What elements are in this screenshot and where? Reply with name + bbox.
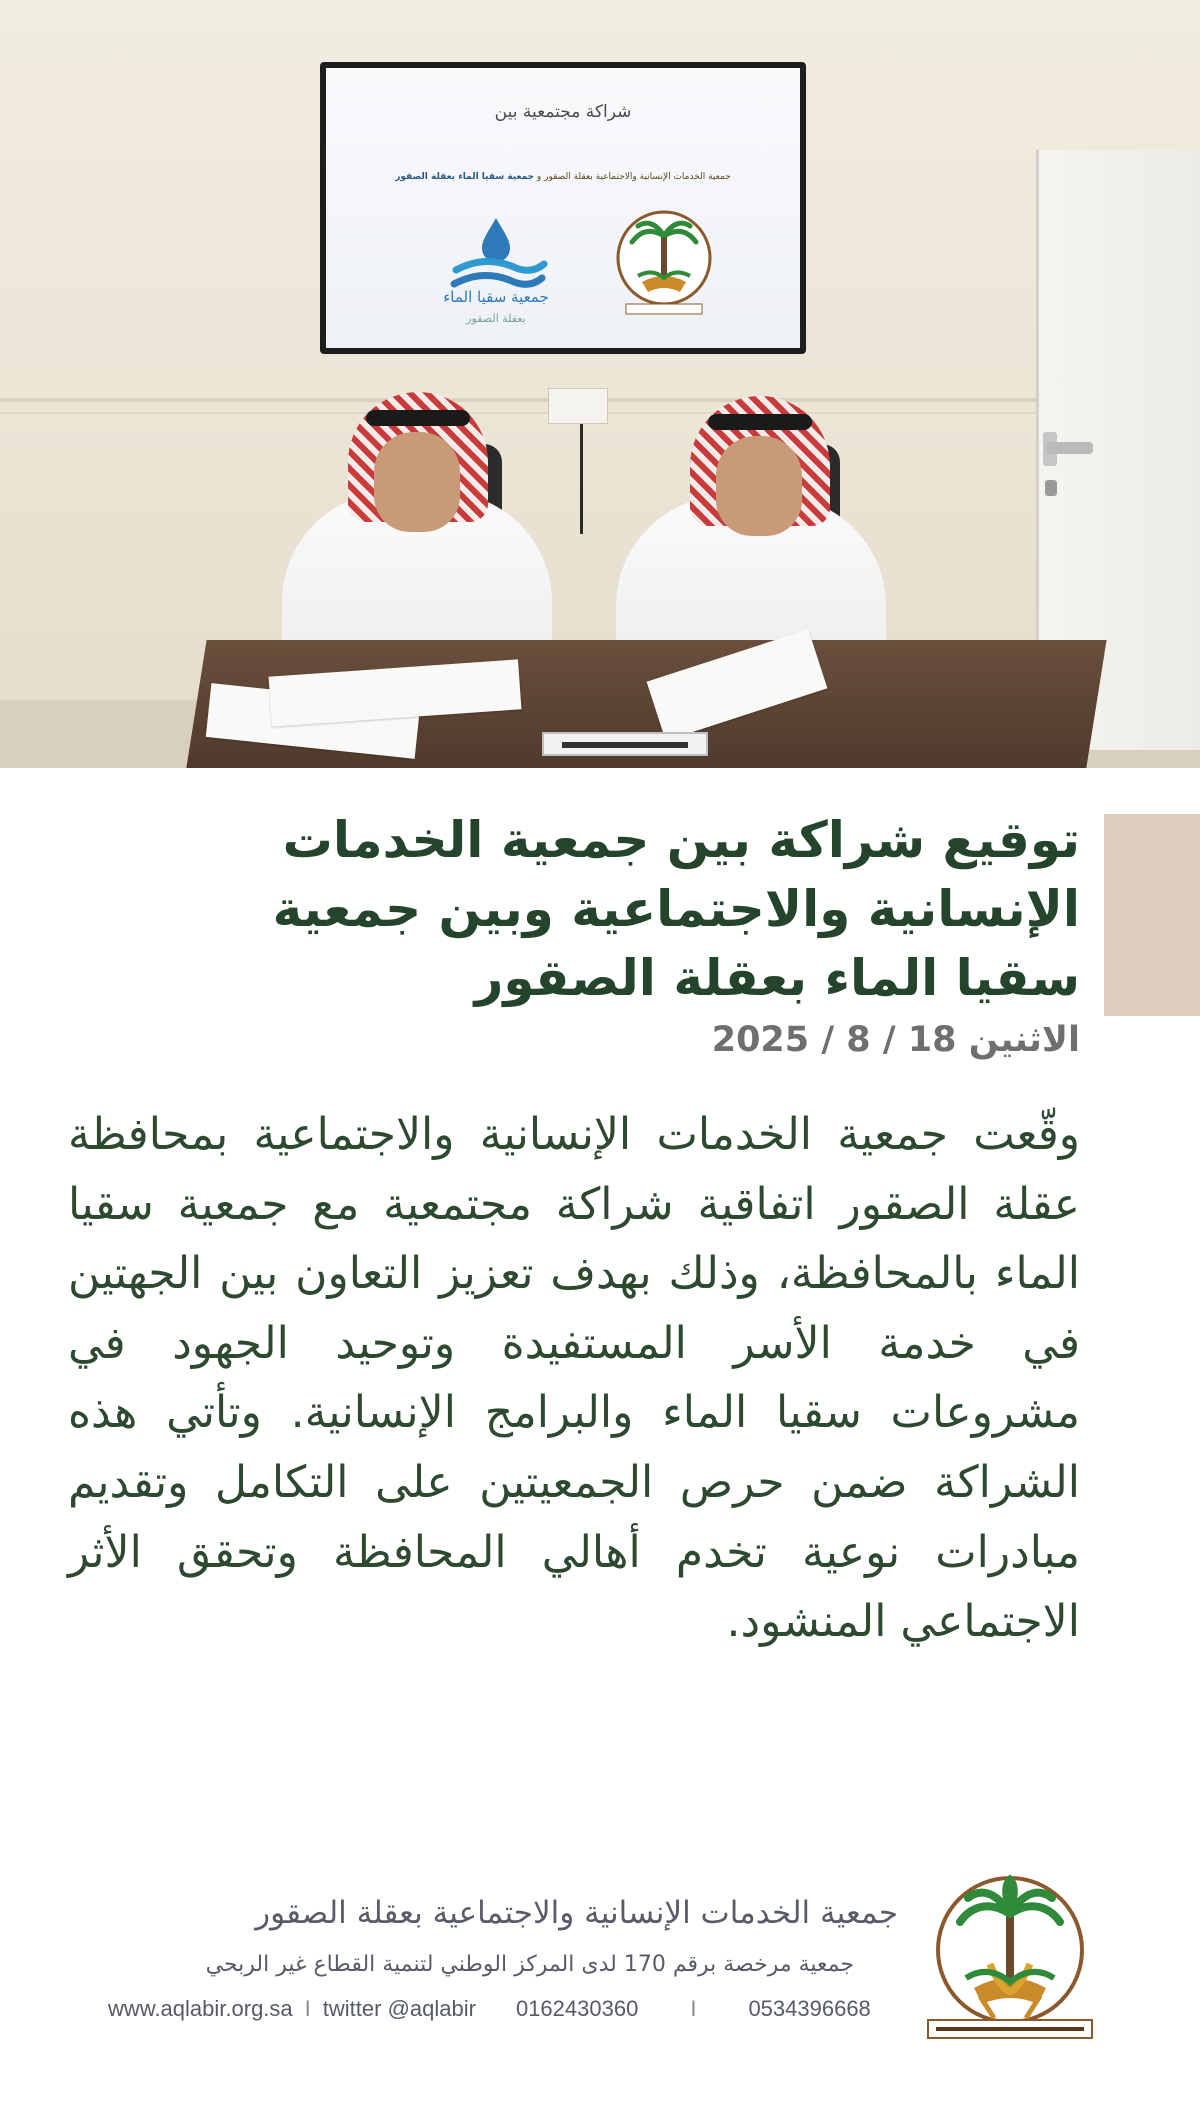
association-logo-icon [920,1868,1100,2042]
title-accent-bar [1104,814,1200,1016]
wall-outlet [548,388,608,424]
footer-license: جمعية مرخصة برقم 170 لدى المركز الوطني لتنمية القطاع غير الربحي [205,1952,854,1977]
article-title: توقيع شراكة بين جمعية الخدمات الإنسانية والاجتماعية وبين جمعية سقيا الماء بعقلة الصقور [272,811,1080,1007]
humanitarian-association-logo-icon [608,206,720,318]
desk-cable-box [542,732,708,756]
water-association-logo-sub: بعقلة الصقور [466,312,526,325]
tv-screen-title: شراكة مجتمعية بين [494,102,632,122]
person-left-face [374,432,460,532]
signing-photo [0,0,1200,768]
tv-cable [580,424,583,534]
tv-screen [326,68,800,348]
footer-website[interactable]: www.aqlabir.org.sa [108,1996,293,2021]
footer-separator: I [304,1996,311,2021]
person-right-agal [708,414,812,430]
footer-twitter[interactable]: twitter @aqlabir [322,1996,476,2021]
person-right-face [716,436,802,536]
article-body: وقّعت جمعية الخدمات الإنسانية والاجتماعية بمحافظة عقلة الصقور اتفاقية شراكة مجتمعية مع جمعية سقيا الماء بالمحافظة، وذلك بهدف تعزيز التعاون بين الجهتين في خدمة الأسر المستفيدة وتوحيد الجهود في مشروعات سقيا الماء والبرامج الإنسانية. وتأتي هذه الشراكة ضمن حرص الجمعيتين على التكامل وتقديم مبادرات نوعية تخدم أهالي المحافظة وتحقق الأثر الاجتماعي المنشود. [68,1109,1080,1648]
footer-phone-2[interactable]: 0534396668 [748,1996,871,2021]
footer-contacts [108,1996,902,2022]
footer-phone-1[interactable]: 0162430360 [515,1996,639,2021]
footer-separator: I [690,1996,697,2021]
door-handle [1047,442,1093,454]
door-lock [1045,480,1057,496]
water-association-logo-name: جمعية سقيا الماء [443,288,549,306]
tv-screen-subtitle: جمعية الخدمات الإنسانية والاجتماعية بعقلة الصقور و جمعية سقيا الماء بعقلة الصقور [395,172,731,182]
footer-org-name: جمعية الخدمات الإنسانية والاجتماعية بعقلة الصقور [255,1895,898,1931]
article-date: الاثنين 18 / 8 / 2025 [711,1020,1080,1060]
person-left-agal [366,410,470,426]
tv-display [320,62,806,354]
